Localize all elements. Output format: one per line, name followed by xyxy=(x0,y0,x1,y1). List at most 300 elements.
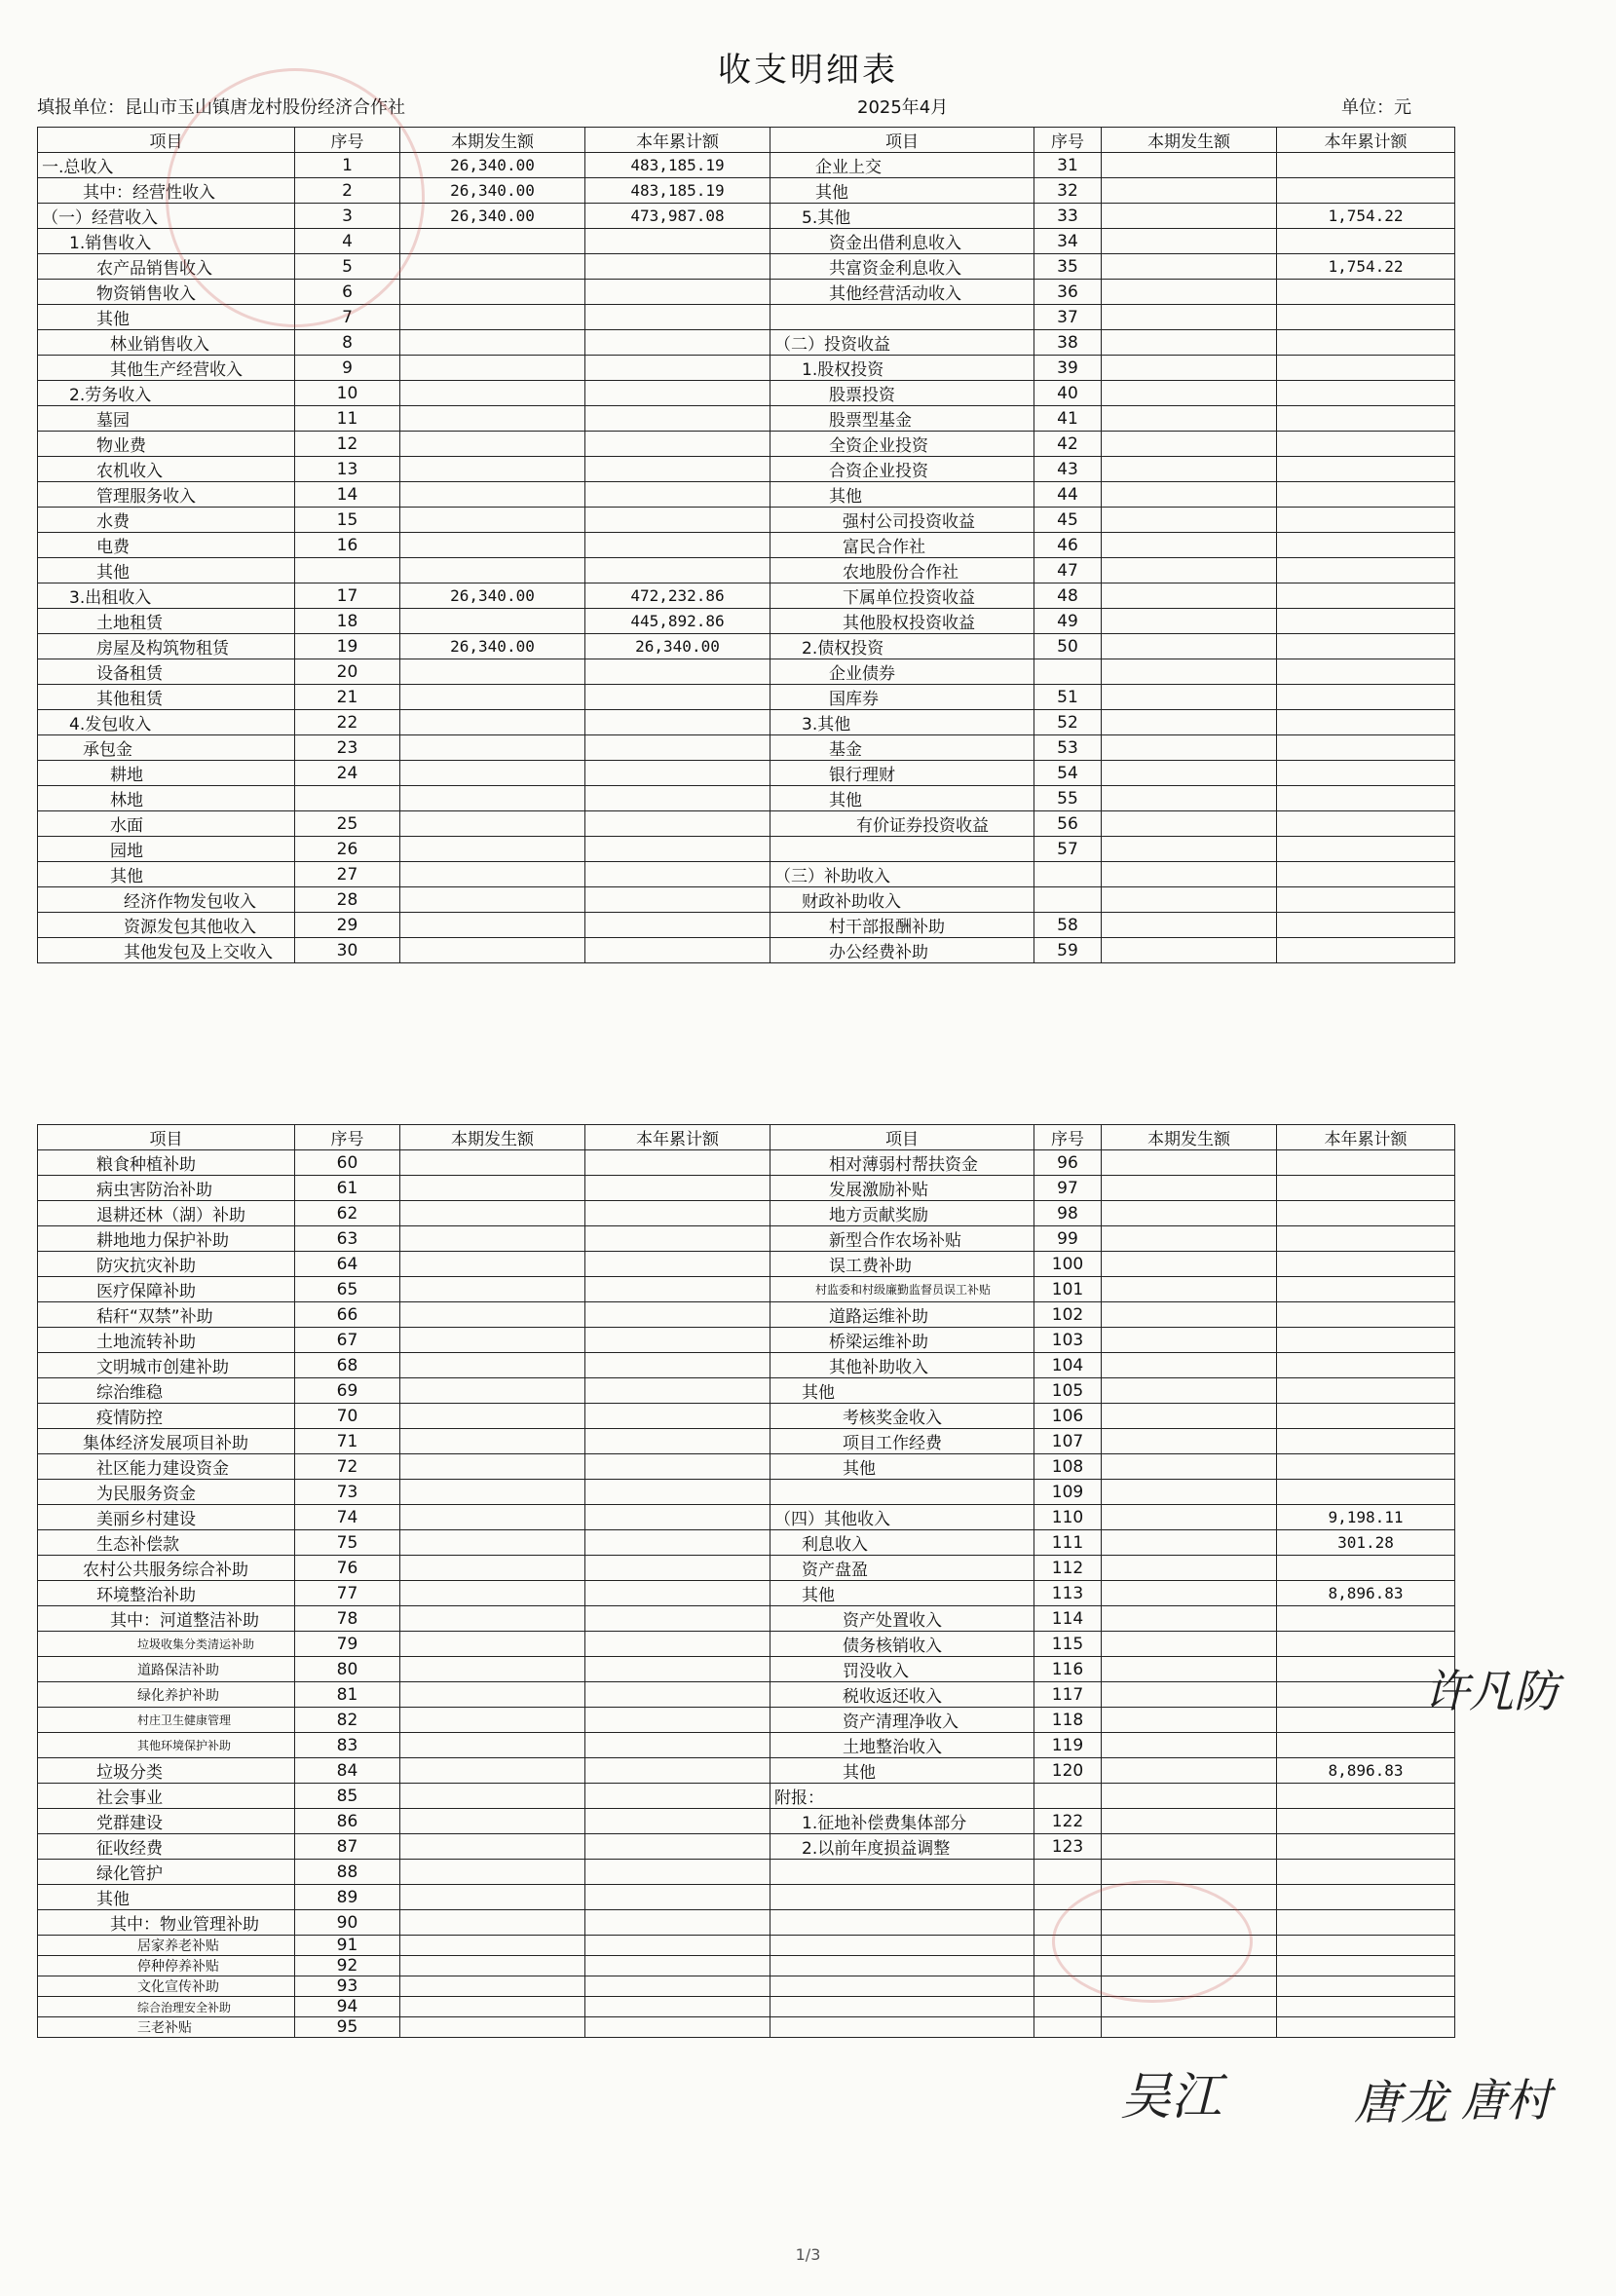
current-amount xyxy=(400,659,585,685)
seq-no: 77 xyxy=(295,1581,400,1606)
seq-no: 115 xyxy=(1034,1632,1102,1657)
item-name: 附报： xyxy=(770,1784,1034,1809)
ytd-amount xyxy=(585,1201,770,1226)
current-amount xyxy=(1102,1328,1277,1353)
seq-no: 80 xyxy=(295,1657,400,1682)
official-seal xyxy=(166,68,425,327)
item-name: 村庄卫生健康管理 xyxy=(38,1708,295,1733)
ytd-amount xyxy=(1277,1429,1455,1454)
current-amount xyxy=(400,1834,585,1860)
seq-no: 122 xyxy=(1034,1809,1102,1834)
current-amount xyxy=(400,558,585,583)
item-name xyxy=(770,305,1034,330)
item-name xyxy=(770,837,1034,862)
current-amount xyxy=(1102,558,1277,583)
ytd-amount: 472,232.86 xyxy=(585,583,770,609)
item-name: 疫情防控 xyxy=(38,1404,295,1429)
ytd-amount xyxy=(585,1429,770,1454)
ytd-amount xyxy=(1277,2017,1455,2038)
item-name xyxy=(770,1936,1034,1956)
seq-no: 110 xyxy=(1034,1505,1102,1530)
item-name: 退耕还林（湖）补助 xyxy=(38,1201,295,1226)
table-row xyxy=(38,1581,1455,1606)
current-amount xyxy=(1102,1758,1277,1784)
seq-no xyxy=(295,786,400,811)
item-name: 财政补助收入 xyxy=(770,887,1034,913)
current-amount xyxy=(1102,482,1277,508)
current-amount xyxy=(1102,1556,1277,1581)
ytd-amount xyxy=(1277,685,1455,710)
ytd-amount xyxy=(585,1997,770,2017)
item-name: 环境整治补助 xyxy=(38,1581,295,1606)
table-row xyxy=(38,1201,1455,1226)
table-row xyxy=(38,1860,1455,1885)
seq-no: 1 xyxy=(295,153,400,178)
seq-no: 19 xyxy=(295,634,400,659)
table-row xyxy=(38,1150,1455,1176)
current-amount xyxy=(400,1632,585,1657)
current-amount xyxy=(1102,1353,1277,1378)
ytd-amount xyxy=(585,1226,770,1252)
ytd-amount: 8,896.83 xyxy=(1277,1758,1455,1784)
ytd-amount xyxy=(585,1860,770,1885)
seq-no: 82 xyxy=(295,1708,400,1733)
current-amount xyxy=(1102,761,1277,786)
current-amount xyxy=(400,609,585,634)
item-name: 居家养老补贴 xyxy=(38,1936,295,1956)
current-amount xyxy=(400,356,585,381)
seq-no: 29 xyxy=(295,913,400,938)
seq-no: 11 xyxy=(295,406,400,432)
seq-no: 67 xyxy=(295,1328,400,1353)
table-row xyxy=(38,710,1455,735)
current-amount xyxy=(1102,659,1277,685)
ytd-amount xyxy=(1277,634,1455,659)
seq-no xyxy=(1034,2017,1102,2038)
table-row xyxy=(38,1885,1455,1910)
ytd-amount: 473,987.08 xyxy=(585,204,770,229)
table-row xyxy=(38,558,1455,583)
item-name: 3.出租收入 xyxy=(38,583,295,609)
seq-no: 91 xyxy=(295,1936,400,1956)
item-name: 其他 xyxy=(38,1885,295,1910)
seq-no: 107 xyxy=(1034,1429,1102,1454)
item-name xyxy=(770,1860,1034,1885)
item-name: 企业上交 xyxy=(770,153,1034,178)
item-name: 其他生产经营收入 xyxy=(38,356,295,381)
current-amount xyxy=(400,1860,585,1885)
current-amount xyxy=(1102,609,1277,634)
current-amount xyxy=(1102,1682,1277,1708)
current-amount xyxy=(400,1252,585,1277)
current-amount: 26,340.00 xyxy=(400,583,585,609)
table-row xyxy=(38,381,1455,406)
item-name xyxy=(770,1956,1034,1976)
current-amount xyxy=(400,1378,585,1404)
ytd-amount: 483,185.19 xyxy=(585,153,770,178)
ytd-amount xyxy=(1277,735,1455,761)
seq-no: 61 xyxy=(295,1176,400,1201)
seq-no: 117 xyxy=(1034,1682,1102,1708)
seq-no: 60 xyxy=(295,1150,400,1176)
ytd-amount xyxy=(1277,1860,1455,1885)
item-name: 农机收入 xyxy=(38,457,295,482)
item-name: 银行理财 xyxy=(770,761,1034,786)
ytd-amount: 1,754.22 xyxy=(1277,204,1455,229)
current-amount xyxy=(400,1176,585,1201)
ytd-amount xyxy=(585,913,770,938)
ytd-amount xyxy=(585,1454,770,1480)
table-row xyxy=(38,1480,1455,1505)
ytd-amount: 301.28 xyxy=(1277,1530,1455,1556)
item-name: 其中：物业管理补助 xyxy=(38,1910,295,1936)
item-name: 设备租赁 xyxy=(38,659,295,685)
seq-no: 41 xyxy=(1034,406,1102,432)
ytd-amount xyxy=(585,1885,770,1910)
seq-no: 98 xyxy=(1034,1201,1102,1226)
item-name: 生态补偿款 xyxy=(38,1530,295,1556)
seq-no: 35 xyxy=(1034,254,1102,280)
seq-no: 95 xyxy=(295,2017,400,2038)
item-name: 新型合作农场补贴 xyxy=(770,1226,1034,1252)
ytd-amount xyxy=(1277,1353,1455,1378)
current-amount xyxy=(1102,2017,1277,2038)
ytd-amount xyxy=(1277,1936,1455,1956)
ytd-amount xyxy=(1277,1956,1455,1976)
item-name: 其他 xyxy=(38,305,295,330)
ytd-amount xyxy=(1277,457,1455,482)
ytd-amount xyxy=(1277,1733,1455,1758)
table-row xyxy=(38,1834,1455,1860)
item-name: 罚没收入 xyxy=(770,1657,1034,1682)
ytd-amount xyxy=(1277,381,1455,406)
ytd-amount xyxy=(585,558,770,583)
seq-no: 112 xyxy=(1034,1556,1102,1581)
table-row xyxy=(38,938,1455,963)
current-amount xyxy=(400,1454,585,1480)
seq-no: 81 xyxy=(295,1682,400,1708)
current-amount xyxy=(400,1657,585,1682)
current-amount xyxy=(400,1997,585,2017)
ytd-amount xyxy=(1277,786,1455,811)
seq-no xyxy=(1034,887,1102,913)
current-amount xyxy=(400,533,585,558)
current-amount xyxy=(400,1201,585,1226)
seq-no: 120 xyxy=(1034,1758,1102,1784)
seq-no: 70 xyxy=(295,1404,400,1429)
table-row xyxy=(38,432,1455,457)
seq-no: 109 xyxy=(1034,1480,1102,1505)
current-amount xyxy=(1102,432,1277,457)
ytd-amount xyxy=(585,1784,770,1809)
item-name: 党群建设 xyxy=(38,1809,295,1834)
current-amount xyxy=(1102,1252,1277,1277)
current-amount xyxy=(1102,204,1277,229)
current-amount xyxy=(400,1936,585,1956)
ytd-amount xyxy=(1277,178,1455,204)
table-row xyxy=(38,1657,1455,1682)
item-name: 桥梁运维补助 xyxy=(770,1328,1034,1353)
item-name: 为民服务资金 xyxy=(38,1480,295,1505)
seq-no: 87 xyxy=(295,1834,400,1860)
item-name: 垃圾收集分类清运补助 xyxy=(38,1632,295,1657)
table-row xyxy=(38,1708,1455,1733)
ytd-amount: 445,892.86 xyxy=(585,609,770,634)
item-name: 共富资金利息收入 xyxy=(770,254,1034,280)
item-name: 美丽乡村建设 xyxy=(38,1505,295,1530)
current-amount xyxy=(1102,811,1277,837)
ytd-amount xyxy=(585,482,770,508)
seq-no: 100 xyxy=(1034,1252,1102,1277)
seq-no: 78 xyxy=(295,1606,400,1632)
ytd-amount xyxy=(585,735,770,761)
seq-no: 3 xyxy=(295,204,400,229)
col-ytd: 本年累计额 xyxy=(1277,128,1455,153)
item-name: 综合治理安全补助 xyxy=(38,1997,295,2017)
table-row xyxy=(38,1404,1455,1429)
seq-no: 16 xyxy=(295,533,400,558)
ytd-amount xyxy=(1277,862,1455,887)
current-amount xyxy=(1102,508,1277,533)
current-amount xyxy=(1102,1404,1277,1429)
table-row xyxy=(38,583,1455,609)
table-row xyxy=(38,533,1455,558)
current-amount xyxy=(1102,406,1277,432)
current-amount xyxy=(400,710,585,735)
ytd-amount xyxy=(585,533,770,558)
table-row xyxy=(38,508,1455,533)
table-row xyxy=(38,457,1455,482)
seq-no: 99 xyxy=(1034,1226,1102,1252)
item-name: 其他 xyxy=(770,482,1034,508)
seq-no: 58 xyxy=(1034,913,1102,938)
current-amount xyxy=(1102,1834,1277,1860)
table-row xyxy=(38,1226,1455,1252)
item-name: 承包金 xyxy=(38,735,295,761)
current-amount xyxy=(400,1733,585,1758)
seq-no: 37 xyxy=(1034,305,1102,330)
current-amount xyxy=(1102,1302,1277,1328)
col-item: 项目 xyxy=(770,128,1034,153)
ytd-amount xyxy=(1277,811,1455,837)
ytd-amount xyxy=(585,356,770,381)
item-name: 物资销售收入 xyxy=(38,280,295,305)
item-name xyxy=(770,1997,1034,2017)
table-row xyxy=(38,1733,1455,1758)
item-name: 其他 xyxy=(38,558,295,583)
current-amount xyxy=(1102,229,1277,254)
seq-no: 39 xyxy=(1034,356,1102,381)
seq-no: 69 xyxy=(295,1378,400,1404)
ytd-amount xyxy=(1277,1834,1455,1860)
item-name: 利息收入 xyxy=(770,1530,1034,1556)
item-name: 水面 xyxy=(38,811,295,837)
current-amount xyxy=(1102,1860,1277,1885)
report-period: 2025年4月 xyxy=(857,97,949,118)
current-amount: 26,340.00 xyxy=(400,178,585,204)
item-name: 合资企业投资 xyxy=(770,457,1034,482)
col-item: 项目 xyxy=(38,1125,295,1150)
seq-no: 48 xyxy=(1034,583,1102,609)
item-name: 其他 xyxy=(770,786,1034,811)
ytd-amount xyxy=(585,659,770,685)
current-amount xyxy=(400,837,585,862)
reporting-unit: 填报单位：昆山市玉山镇唐龙村股份经济合作社 xyxy=(37,97,405,118)
item-name: 林业销售收入 xyxy=(38,330,295,356)
item-name: 5.其他 xyxy=(770,204,1034,229)
current-amount xyxy=(1102,280,1277,305)
current-amount xyxy=(1102,1429,1277,1454)
seq-no: 106 xyxy=(1034,1404,1102,1429)
table-row xyxy=(38,761,1455,786)
ytd-amount xyxy=(1277,1150,1455,1176)
seq-no: 24 xyxy=(295,761,400,786)
seq-no: 33 xyxy=(1034,204,1102,229)
ytd-amount xyxy=(1277,1885,1455,1910)
ytd-amount xyxy=(585,305,770,330)
current-amount xyxy=(400,938,585,963)
ytd-amount xyxy=(585,1530,770,1556)
item-name: 秸秆“双禁”补助 xyxy=(38,1302,295,1328)
table-row xyxy=(38,1809,1455,1834)
seq-no: 51 xyxy=(1034,685,1102,710)
ytd-amount xyxy=(585,1834,770,1860)
col-ytd: 本年累计额 xyxy=(585,128,770,153)
current-amount xyxy=(1102,153,1277,178)
item-name: 电费 xyxy=(38,533,295,558)
item-name: 资产处置收入 xyxy=(770,1606,1034,1632)
current-amount xyxy=(1102,1733,1277,1758)
item-name xyxy=(770,1976,1034,1997)
item-name: 税收返还收入 xyxy=(770,1682,1034,1708)
table-row xyxy=(38,811,1455,837)
ytd-amount xyxy=(585,887,770,913)
current-amount xyxy=(400,457,585,482)
seq-no: 27 xyxy=(295,862,400,887)
current-amount xyxy=(400,761,585,786)
col-seq: 序号 xyxy=(295,1125,400,1150)
ytd-amount xyxy=(585,1277,770,1302)
current-amount xyxy=(400,862,585,887)
ytd-amount xyxy=(1277,1454,1455,1480)
table-row xyxy=(38,735,1455,761)
ytd-amount xyxy=(585,1556,770,1581)
currency-unit: 单位：元 xyxy=(1341,97,1411,118)
current-amount xyxy=(400,254,585,280)
ytd-amount xyxy=(585,1632,770,1657)
ytd-amount xyxy=(1277,583,1455,609)
table-row xyxy=(38,1429,1455,1454)
ytd-amount xyxy=(1277,1302,1455,1328)
current-amount xyxy=(400,1530,585,1556)
seq-no: 94 xyxy=(295,1997,400,2017)
item-name xyxy=(770,1885,1034,1910)
current-amount xyxy=(400,1606,585,1632)
current-amount xyxy=(400,482,585,508)
table-row xyxy=(38,634,1455,659)
table-row xyxy=(38,1758,1455,1784)
table-row xyxy=(38,1454,1455,1480)
current-amount xyxy=(1102,634,1277,659)
current-amount xyxy=(1102,356,1277,381)
ytd-amount xyxy=(1277,229,1455,254)
page-title: 收支明细表 xyxy=(718,51,898,90)
current-amount xyxy=(400,1956,585,1976)
ytd-amount xyxy=(1277,1809,1455,1834)
seq-no xyxy=(1034,1860,1102,1885)
seq-no: 59 xyxy=(1034,938,1102,963)
current-amount xyxy=(1102,1784,1277,1809)
item-name: 农地股份合作社 xyxy=(770,558,1034,583)
current-amount xyxy=(1102,1581,1277,1606)
item-name: 其中：河道整洁补助 xyxy=(38,1606,295,1632)
table-row xyxy=(38,1378,1455,1404)
ytd-amount xyxy=(585,1378,770,1404)
table-row xyxy=(38,1302,1455,1328)
ytd-amount xyxy=(585,1252,770,1277)
ytd-amount xyxy=(585,1733,770,1758)
seq-no: 2 xyxy=(295,178,400,204)
current-amount xyxy=(400,1429,585,1454)
seq-no: 72 xyxy=(295,1454,400,1480)
seq-no: 92 xyxy=(295,1956,400,1976)
ytd-amount xyxy=(585,761,770,786)
current-amount xyxy=(400,508,585,533)
item-name: 1.股权投资 xyxy=(770,356,1034,381)
table-row xyxy=(38,685,1455,710)
current-amount xyxy=(400,1910,585,1936)
ytd-amount xyxy=(585,710,770,735)
ytd-amount xyxy=(1277,1784,1455,1809)
item-name: 社区能力建设资金 xyxy=(38,1454,295,1480)
seq-no: 55 xyxy=(1034,786,1102,811)
item-name: 4.发包收入 xyxy=(38,710,295,735)
ytd-amount xyxy=(1277,913,1455,938)
item-name: 病虫害防治补助 xyxy=(38,1176,295,1201)
ytd-amount xyxy=(585,938,770,963)
seq-no xyxy=(1034,1997,1102,2017)
ytd-amount xyxy=(585,1606,770,1632)
item-name: 相对薄弱村帮扶资金 xyxy=(770,1150,1034,1176)
current-amount xyxy=(400,1404,585,1429)
seq-no: 68 xyxy=(295,1353,400,1378)
seq-no: 4 xyxy=(295,229,400,254)
seq-no: 123 xyxy=(1034,1834,1102,1860)
current-amount xyxy=(1102,1226,1277,1252)
table-row xyxy=(38,1252,1455,1277)
current-amount xyxy=(1102,381,1277,406)
seq-no: 118 xyxy=(1034,1708,1102,1733)
item-name: 土地租赁 xyxy=(38,609,295,634)
current-amount xyxy=(1102,330,1277,356)
seq-no: 15 xyxy=(295,508,400,533)
current-amount xyxy=(400,1480,585,1505)
col-current: 本期发生额 xyxy=(400,128,585,153)
ytd-amount xyxy=(585,1758,770,1784)
item-name: 林地 xyxy=(38,786,295,811)
ytd-amount xyxy=(1277,1226,1455,1252)
current-amount xyxy=(400,1150,585,1176)
ytd-amount: 8,896.83 xyxy=(1277,1581,1455,1606)
item-name: 土地整治收入 xyxy=(770,1733,1034,1758)
seq-no xyxy=(1034,659,1102,685)
seq-no: 63 xyxy=(295,1226,400,1252)
signature: 吴江 xyxy=(1120,2068,1222,2127)
ytd-amount xyxy=(585,1328,770,1353)
table-row xyxy=(38,1328,1455,1353)
ytd-amount xyxy=(585,1581,770,1606)
signature: 许凡防 xyxy=(1424,1665,1559,1717)
